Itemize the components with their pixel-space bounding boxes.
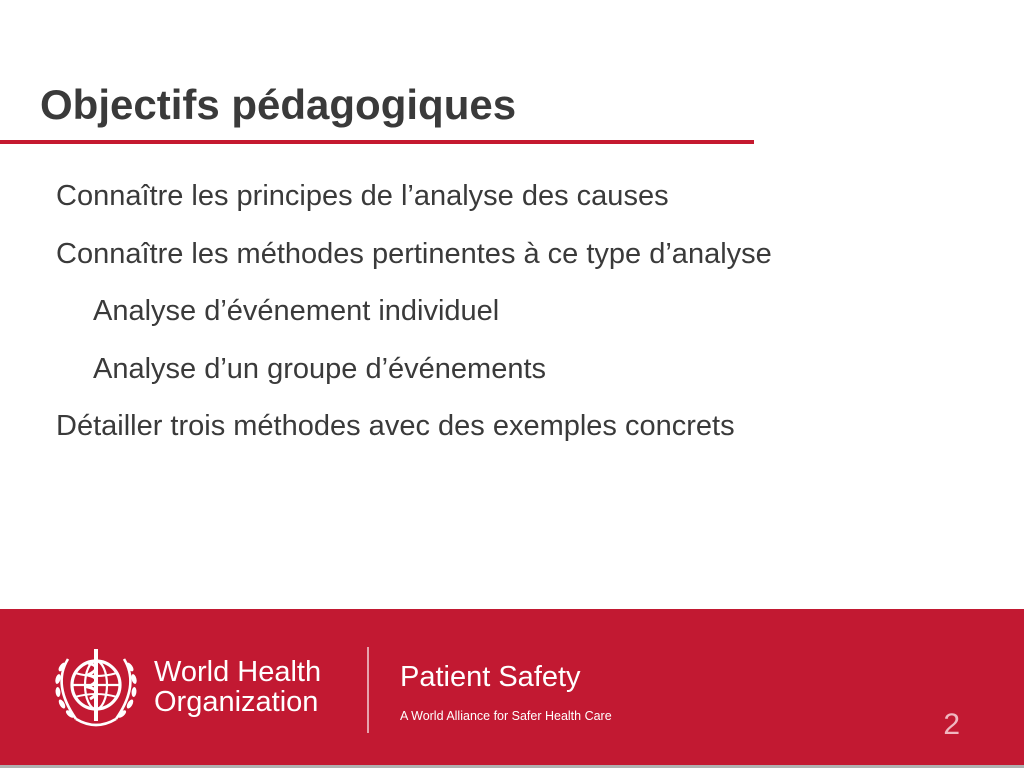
who-emblem-icon: [46, 645, 146, 735]
bullet-item: Connaître les principes de l’analyse des causes: [56, 180, 669, 212]
program-subtitle: A World Alliance for Safer Health Care: [400, 709, 612, 723]
bullet-item: Connaître les méthodes pertinentes à ce type d’analyse: [56, 237, 772, 270]
sub-bullet-item: Analyse d’événement individuel: [93, 295, 500, 327]
who-name-line2: Organization: [154, 686, 319, 718]
title-underline: [0, 140, 754, 144]
bullet-list: [56, 168, 996, 456]
slide-title: Objectifs pédagogiques: [40, 81, 517, 128]
who-name-line1: World Health: [154, 656, 322, 688]
page-number: 2: [943, 708, 960, 741]
bullet-item: Détailler trois méthodes avec des exemples concrets: [56, 410, 735, 442]
sub-bullet-item: Analyse d’un groupe d’événements: [93, 352, 547, 385]
footer-divider: [367, 647, 369, 733]
who-wordmark: [154, 657, 321, 717]
footer-banner: [0, 609, 1024, 768]
program-title: Patient Safety: [400, 661, 581, 693]
